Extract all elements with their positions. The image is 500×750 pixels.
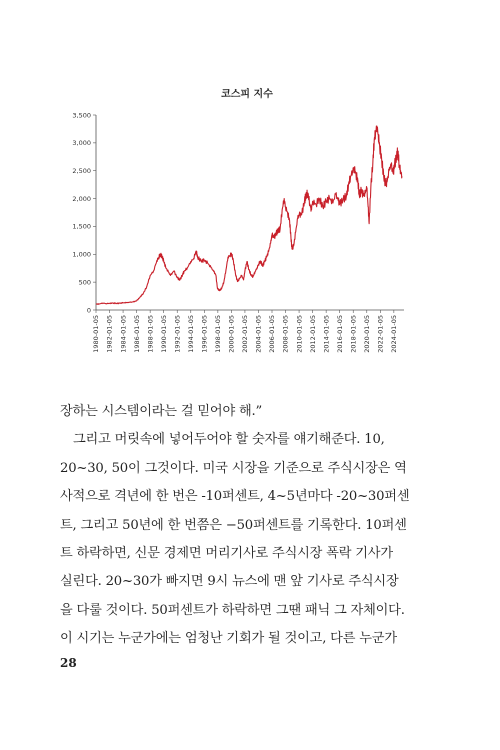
x-tick-label: 1994-01-05 [186, 315, 195, 353]
y-axis-ticks [72, 111, 96, 314]
x-tick-label: 1980-01-05 [92, 315, 101, 353]
page-number: 28 [60, 656, 77, 670]
x-tick-label: 1990-01-05 [159, 315, 168, 353]
y-tick-label: 1,500 [72, 222, 91, 231]
body-line: 사적으로 격년에 한 번은 -10퍼센트, 4~5년마다 -20~30퍼센 [60, 489, 410, 505]
x-tick-label: 1984-01-05 [119, 315, 128, 353]
x-tick-label: 2016-01-05 [335, 315, 344, 353]
y-tick-label: 3,500 [72, 111, 91, 120]
y-tick-label: 0 [86, 306, 91, 315]
x-tick-label: 1988-01-05 [146, 315, 155, 353]
y-tick-label: 500 [78, 278, 91, 287]
chart-axes [96, 115, 404, 310]
x-axis-ticks [92, 310, 398, 353]
body-line: 트, 그리고 50년에 한 번쯤은 −50퍼센트를 기록한다. 10퍼센 [60, 517, 407, 533]
y-tick-label: 3,000 [72, 139, 91, 148]
x-tick-label: 2020-01-05 [362, 315, 371, 353]
y-tick-label: 2,500 [72, 167, 91, 176]
x-tick-label: 2010-01-05 [295, 315, 304, 353]
x-tick-label: 1982-01-05 [105, 315, 114, 353]
body-line: 이 시기는 누군가에는 엄청난 기회가 될 것이고, 다른 누군가 [60, 631, 397, 647]
x-tick-label: 2022-01-05 [376, 315, 385, 353]
body-text [60, 398, 442, 654]
x-tick-label: 1998-01-05 [214, 315, 223, 353]
chart-title: 코스피 지수 [221, 89, 273, 100]
x-tick-label: 1986-01-05 [132, 315, 141, 353]
body-line: 실린다. 20~30가 빠지면 9시 뉴스에 맨 앞 기사로 주식시장 [60, 574, 399, 590]
x-tick-label: 2000-01-05 [227, 315, 236, 353]
body-line: 트 하락하면, 신문 경제면 머리기사로 주식시장 폭락 기사가 [60, 546, 393, 562]
kospi-series-line [96, 126, 402, 304]
body-line: 장하는 시스템이라는 걸 믿어야 해.” [60, 404, 263, 419]
y-tick-label: 1,000 [72, 250, 91, 259]
x-tick-label: 2008-01-05 [281, 315, 290, 353]
y-tick-label: 2,000 [72, 194, 91, 203]
x-tick-label: 2004-01-05 [254, 315, 263, 353]
body-line: 그리고 머릿속에 넣어두어야 할 숫자를 얘기해준다. 10, [73, 432, 385, 448]
body-line: 20~30, 50이 그것이다. 미국 시장을 기준으로 주식시장은 역 [60, 460, 407, 476]
x-tick-label: 2024-01-05 [390, 315, 399, 353]
x-tick-label: 2018-01-05 [349, 315, 358, 353]
x-tick-label: 1992-01-05 [173, 315, 182, 353]
body-line: 을 다룰 것이다. 50퍼센트가 하락하면 그땐 패닉 그 자체이다. [60, 602, 405, 618]
x-tick-label: 2002-01-05 [241, 315, 250, 353]
x-tick-label: 2012-01-05 [308, 315, 317, 353]
x-tick-label: 2014-01-05 [322, 315, 331, 353]
x-tick-label: 2006-01-05 [268, 315, 277, 353]
x-tick-label: 1996-01-05 [200, 315, 209, 353]
